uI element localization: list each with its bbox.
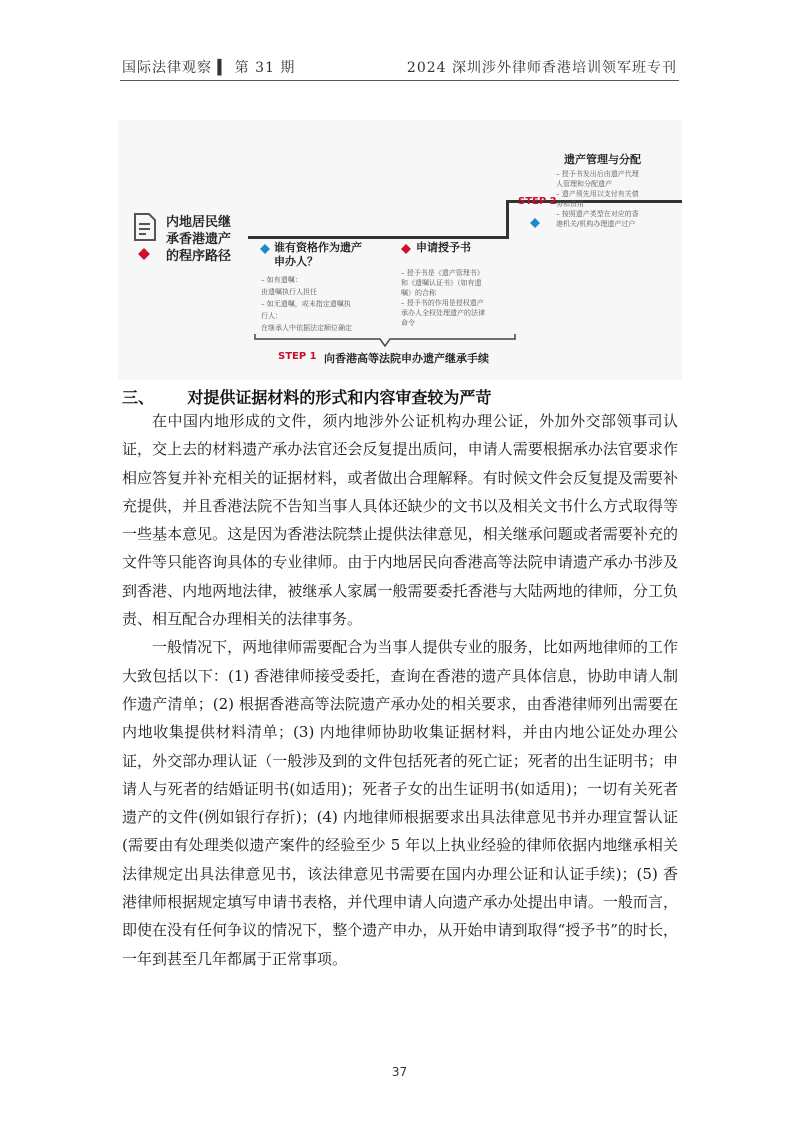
step1-grant-title: 申请授予书 bbox=[416, 241, 471, 254]
figure-title: 内地居民继 承香港遗产 的程序路径 bbox=[166, 215, 232, 264]
paragraph-1: 在中国内地形成的文件，须内地涉外公证机构办理公证，外加外交部领事司认证，交上去的材料遗产承办法官还会反复提出质问，申请人需要根据承办法官要求作相应答复并补充相关的证据材料，或者做出合理解释。有时候文件会反复提及需要补充提供，并且香港法院不告知当事人具体还缺少的文书以及相关文书什么方式取得等一些基本意见。这是因为香港法院禁止提供法律意见，相关继承问题或者需要补充的文件等只能咨询具体的专业律师。由于内地居民向香港高等法院申请遗产承办书涉及到香港、内地两地法律，被继承人家属一般需要委托香港与大陆两地的律师，分工负责、相互配合办理相关的法律事务。 bbox=[122, 412, 678, 629]
timeline-line bbox=[248, 236, 508, 239]
running-header-right: 2024 深圳涉外律师香港培训领军班专刊 bbox=[406, 60, 677, 76]
document-icon bbox=[132, 212, 158, 242]
header-divider bbox=[120, 80, 679, 81]
step1-bracket bbox=[254, 334, 516, 348]
section-body bbox=[122, 407, 678, 973]
step2-items: – 授予书发出后由遗产代理 人管理和分配遗产 – 遗产须先用以支付有关债 务和费用 – 按照遗产类型在对应的香 港机关/机构办理遗产过户 bbox=[556, 170, 639, 228]
step1-question-title: 谁有资格作为遗产 申办人？ bbox=[274, 241, 362, 268]
blue-diamond-step2-icon bbox=[530, 218, 540, 228]
red-diamond-icon bbox=[138, 248, 150, 260]
step1-grant-items: – 授予书是《遗产管理书》 和《遗嘱认证书》（如有遗 嘱）的合称 – 授予书的作用是授权遗产 承办人全权处理遗产的法律 命令 bbox=[401, 269, 485, 327]
step2-label: STEP 2 bbox=[518, 196, 557, 207]
page-number: 37 bbox=[391, 1065, 408, 1079]
step2-title: 遗产管理与分配 bbox=[564, 153, 641, 166]
running-header-left: 国际法律观察 ▍ 第 31 期 bbox=[122, 60, 296, 76]
procedure-figure bbox=[118, 120, 682, 380]
step1-caption: 向香港高等法院申办遗产继承手续 bbox=[324, 352, 489, 365]
paragraph-2: 一般情况下，两地律师需要配合为当事人提供专业的服务，比如两地律师的工作大致包括以下：(1) 香港律师接受委托，查询在香港的遗产具体信息，协助申请人制作遗产清单；(2) 根据香港高等法院遗产承办处的相关要求，由香港律师列出需要在内地收集提供材料清单；(3) 内地律师协助收集证据材料，并由内地公证处办理公证，外交部办理认证（一般涉及到的文件包括死者的死亡证；死者的出生证明书；申请人与死者的结婚证明书(如适用)；死者子女的出生证明书(如适用)；一切有关死者遗产的文件(例如银行存折)；(4) 内地律师根据要求出具法律意见书并办理宣誓认证(需要由有处理类似遗产案件的经验至少 5 年以上执业经验的律师依据内地继承相关法律规定出具法律意见书，该法律意见书需要在国内办理公证和认证手续)；(5) 香港律师根据规定填写申请书表格，并代理申请人向遗产承办处提出申请。一般而言，即使在没有任何争议的情况下，整个遗产申办，从开始申请到取得“授予书”的时长，一年到甚至几年都属于正常事项。 bbox=[122, 638, 678, 968]
step1-label: STEP 1 bbox=[278, 351, 317, 362]
timeline-step-riser bbox=[506, 200, 509, 239]
red-diamond-small-icon bbox=[401, 244, 411, 254]
blue-diamond-icon bbox=[260, 244, 270, 254]
step1-question-items: – 如有遗嘱： 由遗嘱执行人担任 – 如无遗嘱，或未指定遗嘱执 行人： 在继承人中依据法定顺位确定 bbox=[261, 276, 352, 332]
section-heading: 三、 对提供证据材料的形式和内容审查较为严苛 bbox=[122, 388, 492, 407]
